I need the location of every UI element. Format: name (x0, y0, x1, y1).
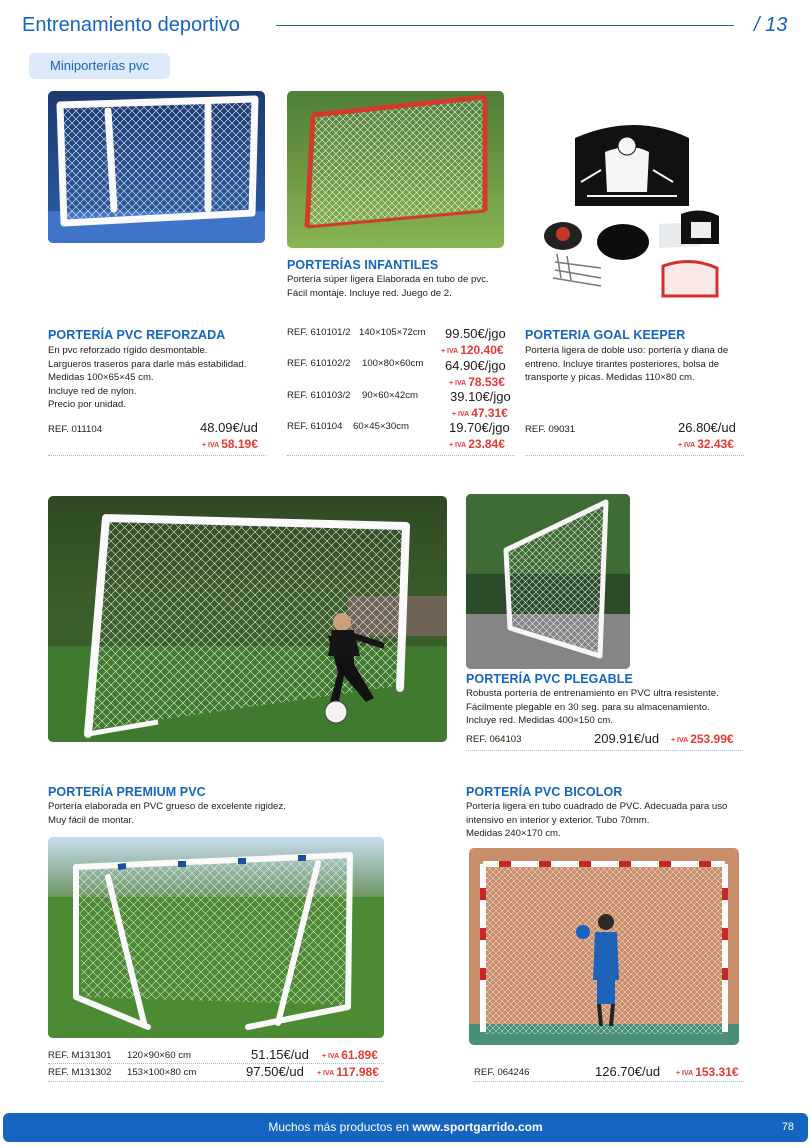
footer-bar (3, 1113, 808, 1142)
product-ref: REF. 610102/2 (287, 358, 351, 369)
product-ref: REF. 064103 (466, 734, 522, 745)
divider (48, 1063, 384, 1064)
product-image-reforzada (48, 91, 265, 243)
category-tag: Miniporterías pvc (29, 53, 170, 79)
product-title-premium: PORTERÍA PREMIUM PVC (48, 785, 206, 799)
divider (48, 1081, 384, 1082)
divider (474, 1081, 744, 1082)
product-ref: REF. 011104 (48, 424, 103, 435)
product-desc-goalkeeper: Portería ligera de doble uso: portería y diana de entreno. Incluye tirantes posteriores, bolsa de transporte y picas. Medidas 110×80 cm. (525, 345, 729, 383)
product-image-plegable (466, 494, 630, 669)
divider (466, 750, 743, 751)
product-price-iva: + IVA 61.89€ (322, 1048, 378, 1062)
product-price-iva: + IVA 120.40€ (441, 343, 504, 357)
product-price-iva: + IVA 153.31€ (676, 1065, 739, 1079)
section-number: / 13 (754, 14, 788, 36)
product-size: 153×100×80 cm (127, 1067, 197, 1078)
product-price-iva: + IVA 253.99€ (671, 732, 734, 746)
product-price-iva: + IVA 58.19€ (202, 437, 258, 451)
product-desc-reforzada: En pvc reforzado rígido desmontable. Largueros traseros para darle más estabilidad. Medidas 100×65×45 cm. Incluye red de nylon. Precio por unidad. (48, 345, 247, 410)
product-desc-infantiles: Portería súper ligera Elaborada en tubo de pvc. Fácil montaje. Incluye red. Juego de 2. (287, 274, 489, 299)
product-price-iva: + IVA 23.84€ (449, 437, 505, 451)
product-ref: REF. M131301 (48, 1050, 112, 1061)
product-size: 140×105×72cm (359, 327, 426, 338)
footer-promo: Muchos más productos en www.sportgarrido.com (268, 1120, 543, 1134)
product-image-infantiles (287, 91, 504, 248)
divider (525, 455, 744, 456)
page-title: Entrenamiento deportivo (22, 14, 240, 36)
product-image-goalkeeper (541, 118, 748, 300)
divider (48, 455, 266, 456)
product-ref: REF. 09031 (525, 424, 576, 435)
product-image-premium (48, 837, 384, 1038)
product-desc-plegable: Robusta portería de entrenamiento en PVC ultra resistente. Fácilmente plegable en 30 seg. para su almacenamiento. Incluye red. Medidas 400×150 cm. (466, 688, 719, 726)
product-price: 99.50€/jgo (445, 326, 506, 341)
product-ref: REF. 064246 (474, 1067, 530, 1078)
product-price: 19.70€/jgo (449, 420, 510, 435)
product-ref: REF. 610104 (287, 421, 343, 432)
product-ref: REF. 610103/2 (287, 390, 351, 401)
page-number: 78 (781, 1121, 794, 1133)
product-title-infantiles: PORTERÍAS INFANTILES (287, 258, 439, 272)
product-title-plegable: PORTERÍA PVC PLEGABLE (466, 672, 633, 686)
product-price: 26.80€/ud (678, 420, 736, 435)
product-size: 60×45×30cm (353, 421, 410, 432)
footer-url-link[interactable]: www.sportgarrido.com (412, 1120, 543, 1134)
divider (287, 455, 515, 456)
product-ref: REF. M131302 (48, 1067, 112, 1078)
product-price: 39.10€/jgo (450, 389, 511, 404)
product-price: 51.15€/ud (251, 1047, 309, 1062)
product-price: 126.70€/ud (595, 1064, 661, 1079)
product-price: 48.09€/ud (200, 420, 258, 435)
product-price-iva: + IVA 47.31€ (452, 406, 508, 420)
product-title-goalkeeper: PORTERIA GOAL KEEPER (525, 328, 686, 342)
product-price: 209.91€/ud (594, 731, 660, 746)
product-ref: REF. 610101/2 (287, 327, 351, 338)
product-size: 90×60×42cm (362, 390, 419, 401)
product-image-bicolor (469, 848, 739, 1045)
product-image-goalkeeper-action (48, 496, 447, 742)
product-size: 120×90×60 cm (127, 1050, 192, 1061)
product-desc-bicolor: Portería ligera en tubo cuadrado de PVC. Adecuada para uso intensivo en interior y exterior. Tubo 70mm. Medidas 240×170 cm. (466, 801, 728, 839)
header-divider (276, 25, 734, 26)
product-price: 64.90€/jgo (445, 358, 506, 373)
product-price-iva: + IVA 78.53€ (449, 375, 505, 389)
product-desc-premium: Portería elaborada en PVC grueso de excelente rigidez. Muy fácil de montar. (48, 801, 286, 826)
product-price-iva: + IVA 32.43€ (678, 437, 734, 451)
product-price: 97.50€/ud (246, 1064, 304, 1079)
product-price-iva: + IVA 117.98€ (317, 1065, 379, 1079)
product-title-bicolor: PORTERÍA PVC BICOLOR (466, 785, 623, 799)
product-size: 100×80×60cm (362, 358, 424, 369)
product-title-reforzada: PORTERÍA PVC REFORZADA (48, 328, 226, 342)
